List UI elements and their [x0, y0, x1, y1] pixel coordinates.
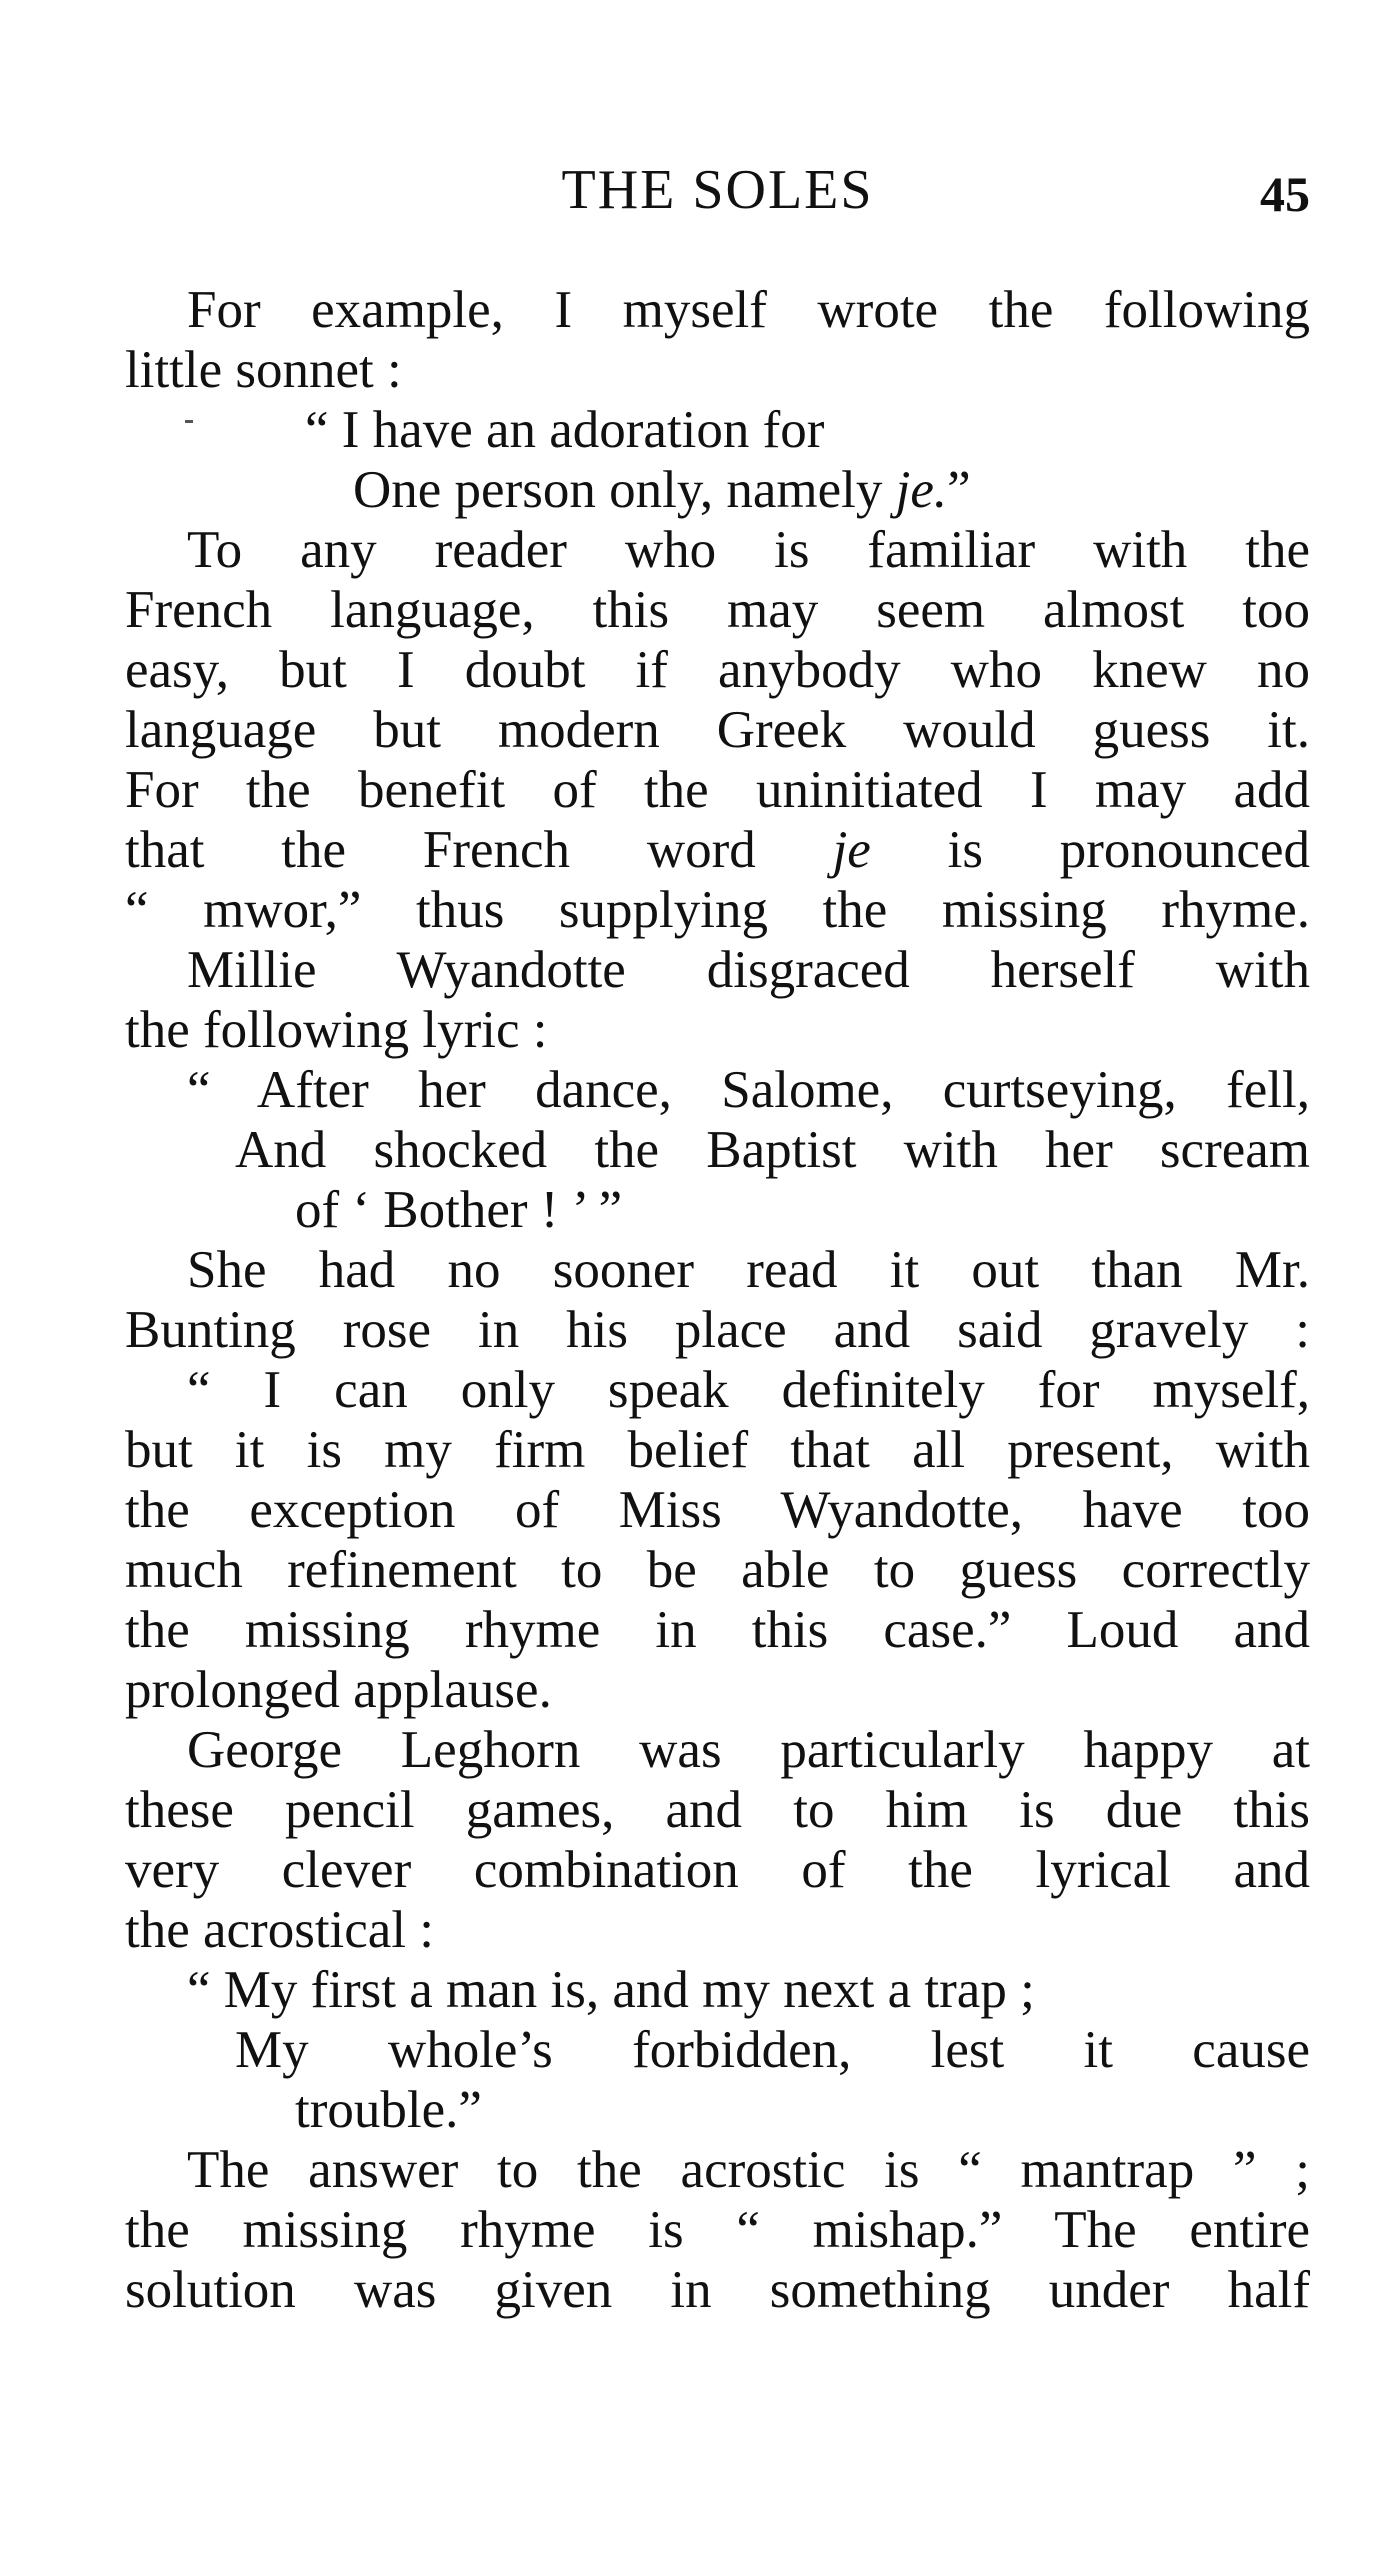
text-line: little sonnet :	[125, 341, 402, 399]
text-line: much refinement to be able to guess correctly	[125, 1541, 1310, 1599]
text-line: “ mwor,” thus supplying the missing rhyme.	[125, 881, 1310, 939]
body-text	[125, 280, 1310, 2320]
verse-line: One person only, namely je.”	[353, 461, 971, 519]
verse-line: And shocked the Baptist with her scream	[235, 1121, 1310, 1179]
text-line: the acrostical :	[125, 1901, 435, 1959]
text-line: these pencil games, and to him is due this	[125, 1781, 1310, 1839]
text-line: very clever combination of the lyrical and	[125, 1841, 1310, 1899]
text-line: that the French word je is pronounced	[125, 821, 1310, 879]
text-line: George Leghorn was particularly happy at	[187, 1721, 1310, 1779]
page-header	[125, 155, 1310, 225]
text-line: the missing rhyme in this case.” Loud and	[125, 1601, 1310, 1659]
text-line: Millie Wyandotte disgraced herself with	[187, 941, 1310, 999]
text-line: the missing rhyme is “ mishap.” The entire	[125, 2201, 1310, 2259]
text-line: but it is my firm belief that all present, with	[125, 1421, 1310, 1479]
text-line: For the benefit of the uninitiated I may add	[125, 761, 1310, 819]
verse-line: “ My first a man is, and my next a trap ;	[187, 1961, 1035, 2019]
verse-line: trouble.”	[295, 2081, 482, 2139]
text-line: To any reader who is familiar with the	[187, 521, 1310, 579]
running-head: THE SOLES	[561, 159, 874, 221]
text-line: solution was given in something under half	[125, 2261, 1310, 2319]
text-line: language but modern Greek would guess it.	[125, 701, 1310, 759]
text-line: prolonged applause.	[125, 1661, 552, 1719]
page-number: 45	[1260, 166, 1310, 222]
text-line: French language, this may seem almost too	[125, 581, 1310, 639]
text-line: easy, but I doubt if anybody who knew no	[125, 641, 1310, 699]
text-line: “ I can only speak definitely for myself,	[187, 1361, 1310, 1419]
text-line: She had no sooner read it out than Mr.	[187, 1241, 1310, 1299]
text-line: Bunting rose in his place and said gravely :	[125, 1301, 1310, 1359]
text-line: For example, I myself wrote the following	[187, 281, 1310, 339]
text-line: the exception of Miss Wyandotte, have too	[125, 1481, 1310, 1539]
verse-line: “ After her dance, Salome, curtseying, fell,	[187, 1061, 1310, 1119]
text-line: the following lyric :	[125, 1001, 548, 1059]
verse-line: “ I have an adoration for	[305, 401, 825, 459]
verse-line: My whole’s forbidden, lest it cause	[235, 2021, 1310, 2079]
text-line: The answer to the acrostic is “ mantrap ” ;	[187, 2141, 1310, 2199]
verse-line: of ‘ Bother ! ’ ”	[295, 1181, 623, 1239]
